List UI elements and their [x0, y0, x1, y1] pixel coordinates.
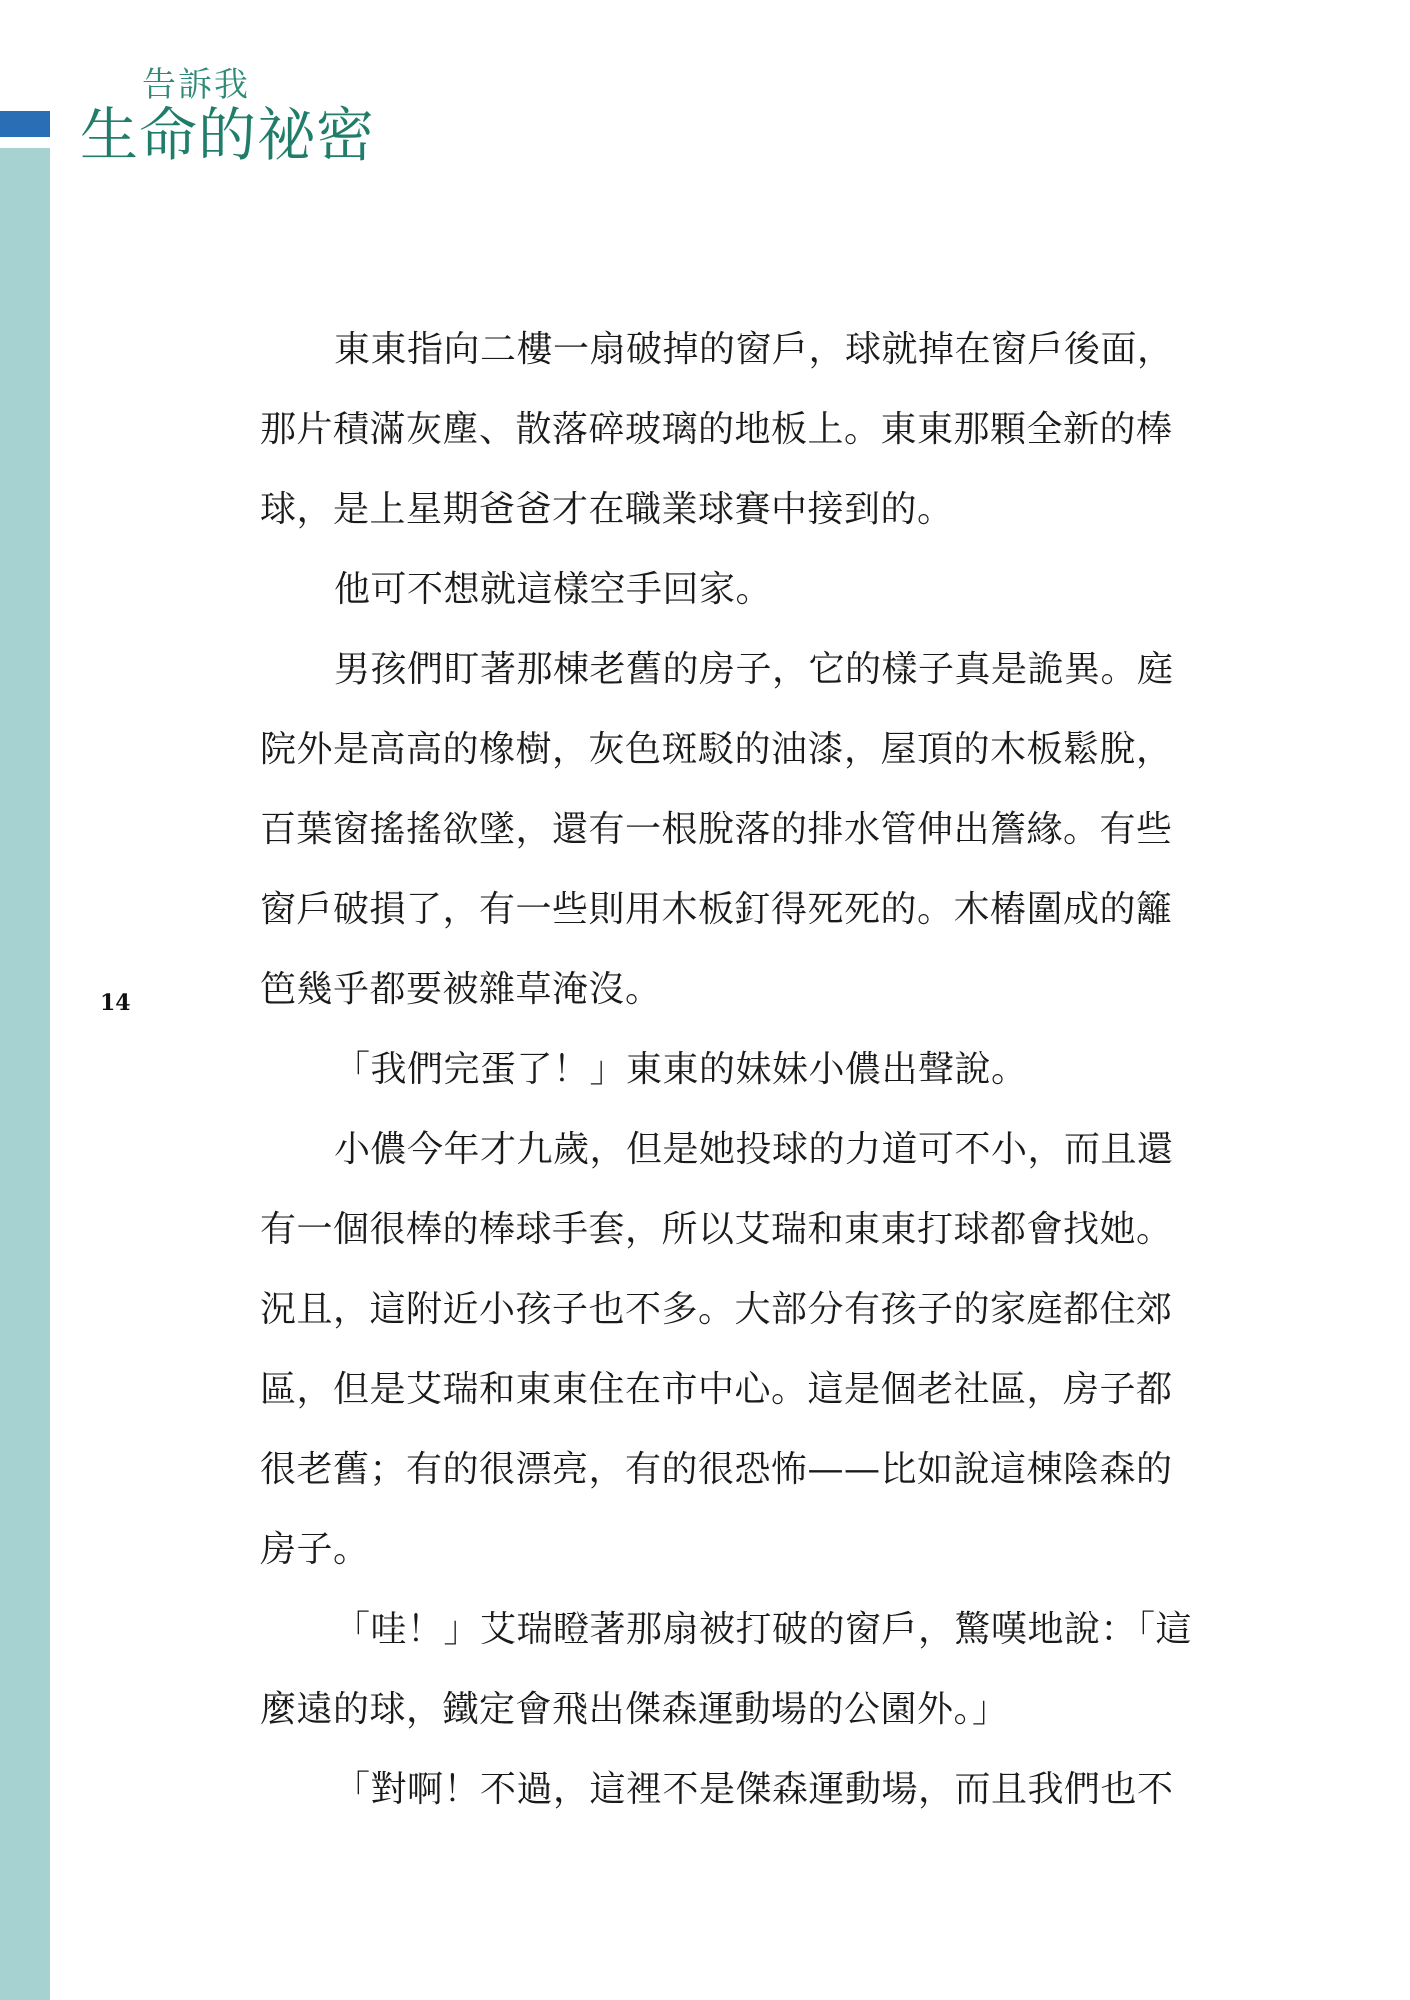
text-line: 東東指向二樓一扇破掉的窗戶，球就掉在窗戶後面，	[334, 329, 1174, 370]
text-line: 小儂今年才九歲，但是她投球的力道可不小，而且還	[334, 1129, 1174, 1170]
page-number: 14	[100, 990, 131, 1016]
text-line: 麼遠的球，鐵定會飛出傑森運動場的公園外。」	[260, 1689, 1009, 1730]
text-line: 區，但是艾瑞和東東住在市中心。這是個老社區，房子都	[260, 1369, 1173, 1410]
book-title	[80, 65, 400, 178]
text-line: 球，是上星期爸爸才在職業球賽中接到的。	[260, 489, 954, 530]
book-title-large: 生命的祕密	[80, 101, 376, 169]
text-line: 男孩們盯著那棟老舊的房子，它的樣子真是詭異。庭	[334, 649, 1174, 690]
text-line: 「對啊！不過，這裡不是傑森運動場，而且我們也不	[334, 1769, 1174, 1810]
body-text	[260, 310, 1200, 1830]
text-line: 那片積滿灰塵、散落碎玻璃的地板上。東東那顆全新的棒	[260, 409, 1173, 450]
text-line: 「我們完蛋了！」東東的妹妹小儂出聲說。	[334, 1049, 1028, 1090]
text-line: 「哇！」艾瑞瞪著那扇被打破的窗戶，驚嘆地說：「這	[334, 1609, 1193, 1650]
text-line: 他可不想就這樣空手回家。	[334, 569, 773, 610]
blue-header-tab	[0, 111, 50, 137]
text-line: 有一個很棒的棒球手套，所以艾瑞和東東打球都會找她。	[260, 1209, 1173, 1250]
text-line: 笆幾乎都要被雜草淹沒。	[260, 969, 662, 1010]
teal-side-bar	[0, 148, 50, 2000]
text-line: 百葉窗搖搖欲墜，還有一根脫落的排水管伸出簷緣。有些	[260, 809, 1173, 850]
book-title-small: 告訴我	[142, 65, 250, 105]
text-line: 很老舊；有的很漂亮，有的很恐怖——比如說這棟陰森的	[260, 1449, 1173, 1490]
text-line: 窗戶破損了，有一些則用木板釘得死死的。木樁圍成的籬	[260, 889, 1173, 930]
text-line: 房子。	[260, 1529, 370, 1570]
text-line: 況且，這附近小孩子也不多。大部分有孩子的家庭都住郊	[260, 1289, 1173, 1330]
text-line: 院外是高高的橡樹，灰色斑駁的油漆，屋頂的木板鬆脫，	[260, 729, 1173, 770]
